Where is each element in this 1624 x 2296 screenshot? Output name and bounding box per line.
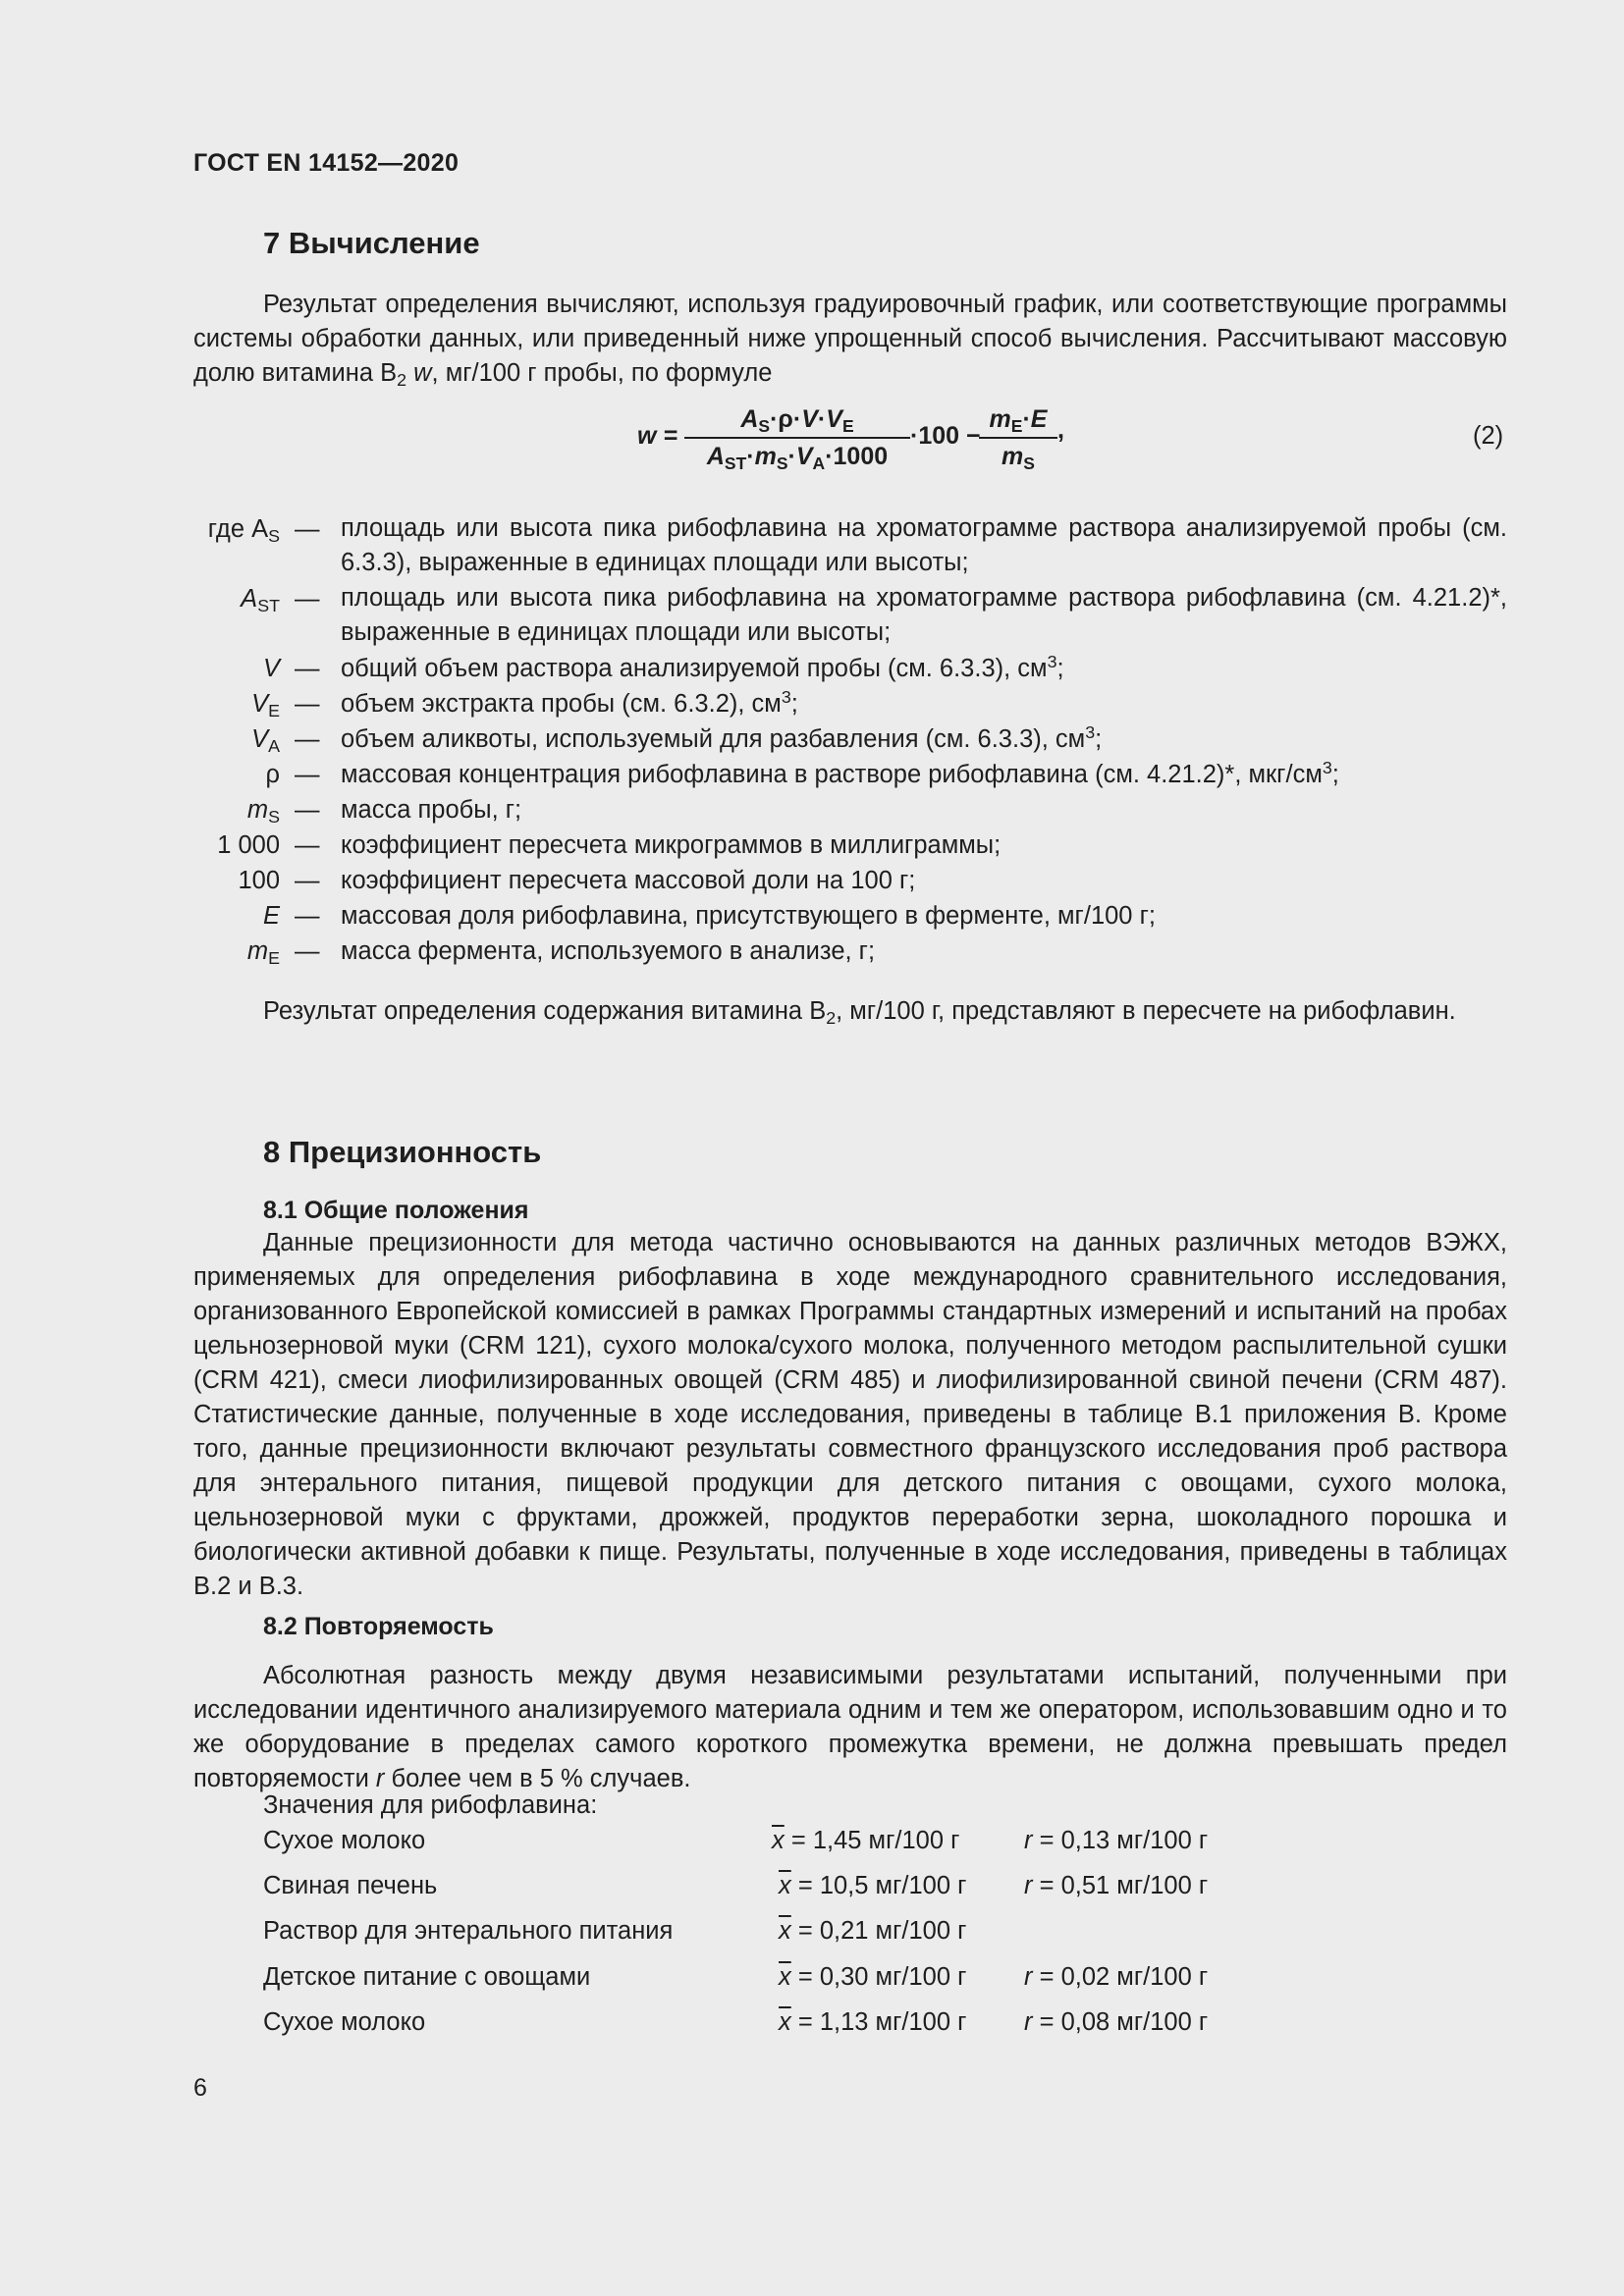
legend-row: где $A_S$ — площадь или высота пика рибофлавина на хроматограмме раствора анализируемой пробы (см. 6.3.3), выраженные в единицах площади или высоты; [207,514,1507,576]
formula-tail: , [1057,416,1064,444]
legend-row: E — массовая доля рибофлавина, присутствующего в ферменте, мг/100 г; [262,902,1156,930]
value-row: Детское питание с овощами $\overline{x} = 0,30$ мг/100 г r = 0,02 мг/100 г [263,1963,1209,1991]
page-number: 6 [193,2074,207,2102]
section-7-conclusion: Результат определения содержания витамина $B_2$, мг/100 г, представляют в пересчете на рибофлавин. [263,997,1456,1028]
legend-row: 1 000 — коэффициент пересчета микрограммов в миллиграммы; [217,831,1001,859]
values-caption: Значения для рибофлавина: [263,1791,598,1819]
legend-row: $m_E$ — масса фермента, используемого в анализе, г; [246,937,876,968]
section-8-title: 8 Прецизионность [263,1135,542,1169]
value-row: Сухое молоко $\overline{x} = 1,13$ мг/100 г r = 0,08 мг/100 г [263,2008,1209,2036]
value-row: Раствор для энтерального питания $\overline{x} = 0,21$ мг/100 г [263,1917,967,1945]
section-8-2-text: Абсолютная разность между двумя независимыми результатами испытаний, полученными при исследовании идентичного анализируемого материала одним и тем же оператором, использовавшим одно и то же оборудование в пределах самого короткого промежутка времени, не должна превышать предел повторяемости r более чем в 5 % случаев. [193,1662,1507,1792]
legend-row: $A_{ST}$ — площадь или высота пика рибофлавина на хроматограмме раствора рибофлавина (см. 4.21.2)*, выраженные в единицах площади или высоты; [241,584,1507,646]
document-code-header: ГОСТ EN 14152—2020 [193,149,460,177]
legend-row: ρ — массовая концентрация рибофлавина в растворе рибофлавина (см. 4.21.2)*, мкг/$см^3$; [265,758,1339,788]
section-7-intro: Результат определения вычисляют, используя градуировочный график, или соответствующие программы системы обработки данных, или приведенный ниже упрощенный способ вычисления. Рассчитывают массовую долю витамина $B_2$ w, мг/100 г пробы, по формуле [193,291,1507,390]
legend-row: 100 — коэффициент пересчета массовой доли на 100 г; [238,867,916,894]
legend-row: $m_S$ — масса пробы, г; [246,796,522,827]
section-8-2-title: 8.2 Повторяемость [263,1613,494,1640]
formula-fraction-1: $A_S\cdot\rho\cdot V\cdot V_E$ $A_{ST}\cdot m_S\cdot V_A\cdot 1000$ [684,405,910,471]
equation-number: (2) [1473,422,1504,450]
section-8-1-title: 8.1 Общие положения [263,1197,529,1224]
formula-mid: ·100 − [910,422,981,450]
legend-row: $V_A$ — объем аликвоты, используемый для разбавления (см. 6.3.3), $см^3$; [251,722,1103,756]
legend-row: V — общий объем раствора анализируемой пробы (см. 6.3.3), $см^3$; [262,652,1064,682]
legend-row: $V_E$ — объем экстракта пробы (см. 6.3.2), $см^3$; [251,687,798,721]
formula-lhs: w = [637,422,677,450]
value-row: Сухое молоко $\overline{x} = 1,45$ мг/100 г r = 0,13 мг/100 г [263,1827,1209,1854]
value-row: Свиная печень $\overline{x} = 10,5$ мг/100 г r = 0,51 мг/100 г [263,1872,1209,1899]
section-8-1-text: Данные прецизионности для метода частично основываются на данных различных методов ВЭЖХ, применяемых для определения рибофлавина в ходе международного сравнительного исследования, организованного Европейской комиссией в рамках Программы стандартных измерений и испытаний на пробах цельнозерновой муки (CRM 121), сухого молока/сухого молока, полученного методом распылительной сушки (CRM 421), смеси лиофилизированных овощей (CRM 485) и лиофилизированной свиной печени (CRM 487). Статистические данные, полученные в ходе исследования, приведены в таблице B.1 приложения B. Кроме того, данные прецизионности включают результаты совместного французского исследования проб раствора для энтерального питания, пищевой продукции для детского питания с овощами, сухого молока, цельнозерновой муки с фруктами, дрожжей, продуктов переработки зерна, шоколадного порошка и биологически активной добавки к пище. Результаты, полученные в ходе исследования, приведены в таблицах B.2 и B.3. [193,1229,1507,1600]
symbol-legend [193,511,1507,969]
formula-fraction-2: $\frac{m_E\cdot E}{m_S}$ [979,405,1057,471]
section-7-title: 7 Вычисление [263,226,480,260]
